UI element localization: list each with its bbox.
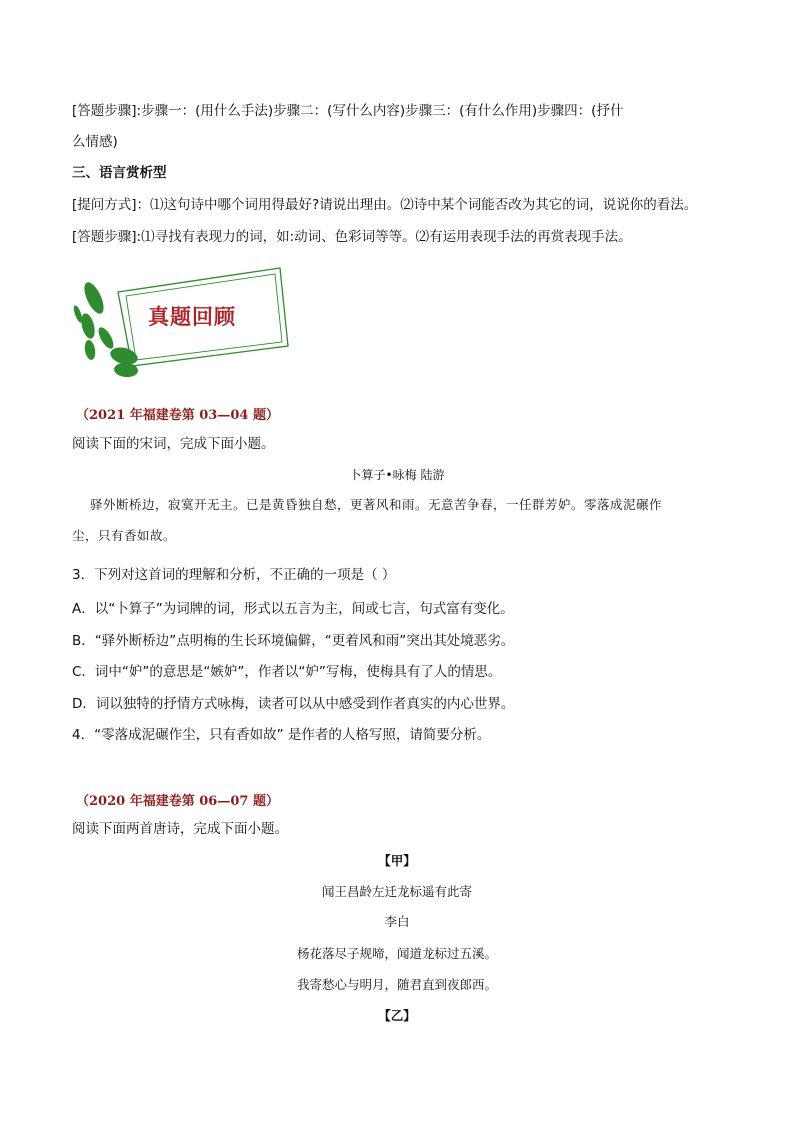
poem-2020-title: 闻王昌龄左迁龙标遥有此寄	[321, 884, 472, 899]
poem-2021-line-1: 驿外断桥边，寂寞开无主。已是黄昏独自愁，更著风和雨。无意苦争春，一任群芳妒。零落成泥碾作	[90, 497, 663, 512]
exam-2021-source: （2021 年福建卷第 03—04 题）	[76, 408, 279, 423]
label-jia: 【甲】	[378, 853, 416, 868]
section-heading: 三、语言赏析型	[72, 165, 167, 181]
option-b: B．“驿外断桥边”点明梅的生长环境偏僻，“更着风和雨”突出其处境恶劣。	[72, 633, 515, 649]
poem-2021-line-2: 尘，只有香如故。	[72, 528, 177, 543]
answer-steps-line-2: 么情感)	[72, 134, 118, 150]
question-3: 3．下列对这首词的理解和分析，不正确的一项是（ ）	[72, 567, 396, 583]
label-yi: 【乙】	[378, 1008, 416, 1023]
poem-2020-line-1: 杨花落尽子规啼，闻道龙标过五溪。	[296, 946, 497, 961]
poem-2020-line-2: 我寄愁心与明月，随君直到夜郎西。	[296, 977, 497, 992]
option-d: D．词以独特的抒情方式咏梅，读者可以从中感受到作者真实的内心世界。	[72, 696, 515, 712]
answer-steps-2: [答题步骤]:⑴寻找有表现力的词，如:动词、色彩词等等。⑵有运用表现手法的再赏表现手法。	[72, 229, 632, 245]
poem-2021-title: 卜算子•咏梅 陆游	[349, 468, 445, 482]
banner-title: 真题回顾	[148, 304, 236, 329]
question-method: [提问方式]：⑴这句诗中哪个词用得最好?请说出理由。⑵诗中某个词能否改为其它的词，说说你的看法。	[72, 197, 698, 213]
exam-2020-instruction: 阅读下面两首唐诗，完成下面小题。	[72, 821, 288, 837]
question-4: 4．“零落成泥碾作尘，只有香如故” 是作者的人格写照，请简要分析。	[72, 727, 491, 743]
leaf-decoration-icon	[80, 280, 107, 317]
option-c: C．词中“妒”的意思是“嫉妒”，作者以“妒”写梅，使梅具有了人的情思。	[72, 664, 502, 680]
answer-steps-line-1: [答题步骤]:步骤一：(用什么手法)步骤二：(写什么内容)步骤三：(有什么作用)步骤四：(抒什	[72, 103, 624, 119]
exam-2020-source: （2020 年福建卷第 06—07 题）	[76, 794, 279, 809]
poem-2020-author: 李白	[384, 914, 410, 929]
exam-2021-instruction: 阅读下面的宋词，完成下面小题。	[72, 436, 275, 452]
option-a: A．以“卜算子”为词牌的词，形式以五言为主，间或七言，句式富有变化。	[72, 601, 514, 617]
